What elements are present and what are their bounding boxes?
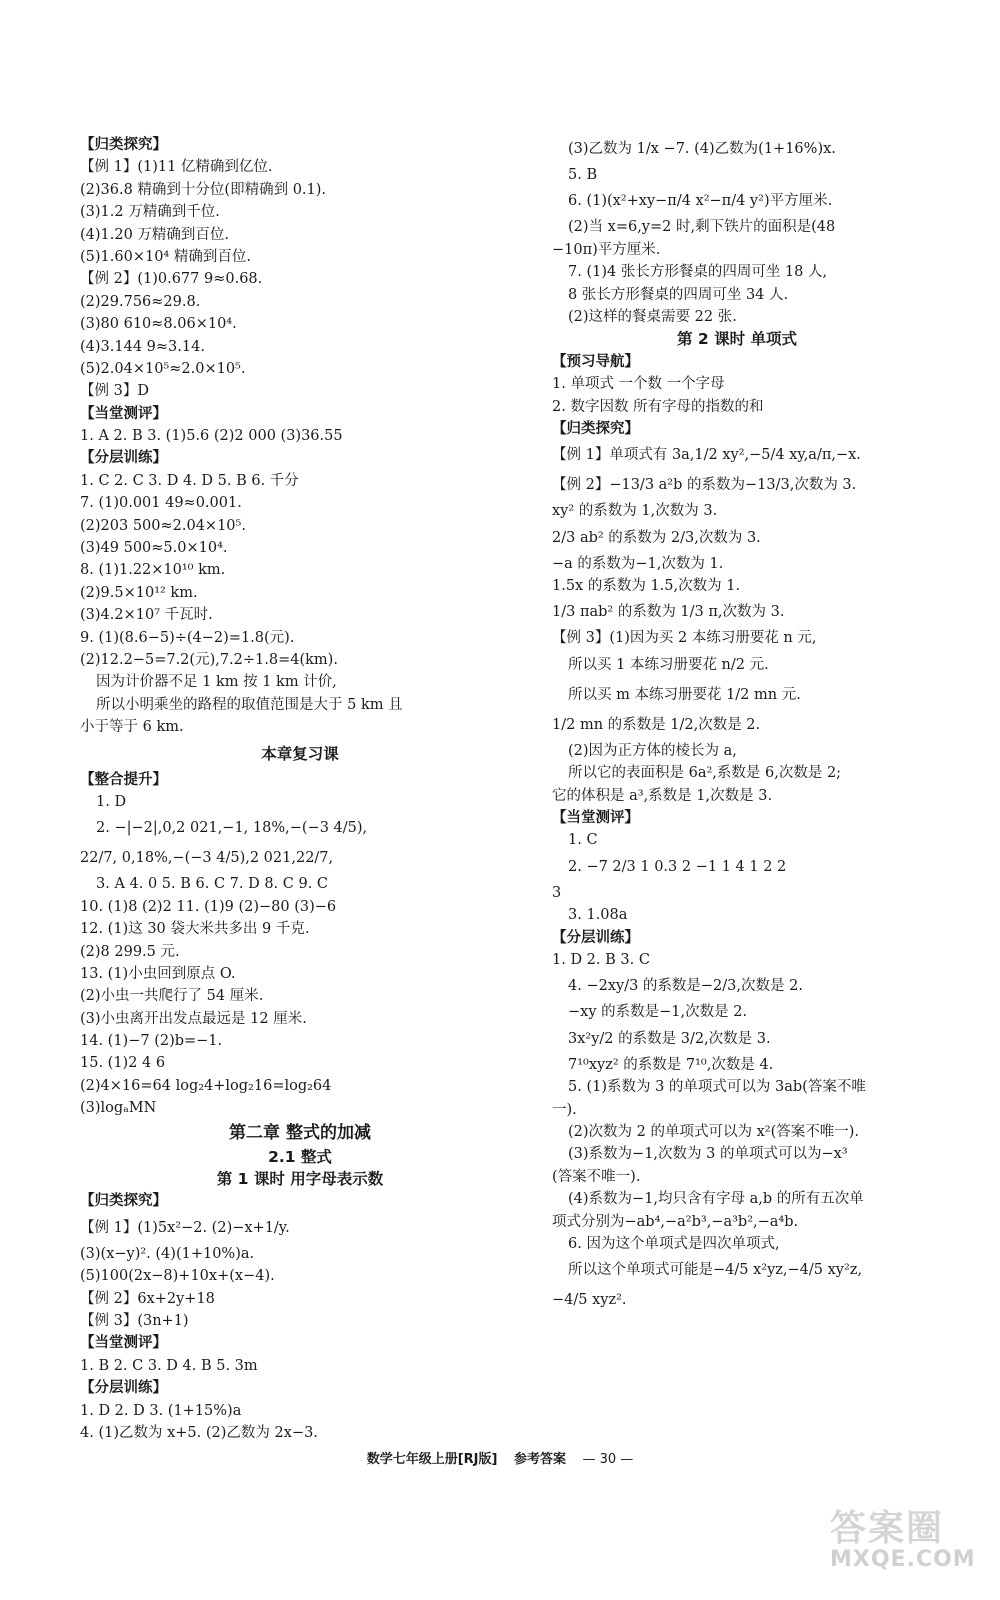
right-column-line: (3)系数为−1,次数为 3 的单项式可以为−x³ bbox=[568, 1146, 848, 1163]
right-column-line: 2. 数字因数 所有字母的指数的和 bbox=[552, 398, 764, 415]
left-column-line: 【当堂测评】 bbox=[80, 1335, 167, 1352]
right-column-line: 所以买 m 本练习册要花 1/2 mn 元. bbox=[568, 686, 801, 703]
right-column-line: 5. (1)系数为 3 的单项式可以为 3ab(答案不唯 bbox=[568, 1079, 866, 1096]
right-column-line: 所以买 1 本练习册要花 n/2 元. bbox=[568, 656, 769, 673]
right-column-line: 2. −7 2/3 1 0.3 2 −1 1 4 1 2 2 bbox=[568, 858, 787, 875]
right-column-line: 3. 1.08a bbox=[568, 907, 628, 924]
left-column-line: 本章复习课 bbox=[261, 744, 339, 763]
page-footer bbox=[0, 1448, 1000, 1467]
right-column-line: 1. C bbox=[568, 832, 598, 849]
left-column-line: 1. B 2. C 3. D 4. B 5. 3m bbox=[80, 1357, 258, 1374]
right-column-line: −10π)平方厘米. bbox=[552, 241, 661, 258]
right-column-line: 【例 2】−13/3 a²b 的系数为−13/3,次数为 3. bbox=[552, 477, 857, 494]
left-column-line: (2)36.8 精确到十分位(即精确到 0.1). bbox=[80, 181, 327, 198]
right-column-line: 它的体积是 a³,系数是 1,次数是 3. bbox=[552, 787, 773, 804]
left-column-line: 因为计价器不足 1 km 按 1 km 计价, bbox=[96, 674, 337, 691]
left-column-line: 【当堂测评】 bbox=[80, 405, 167, 422]
right-column-line: 8 张长方形餐桌的四周可坐 34 人. bbox=[568, 286, 789, 303]
right-column-line: (3)乙数为 1/x −7. (4)乙数为(1+16%)x. bbox=[568, 141, 836, 157]
right-column-line: 所以这个单项式可能是−4/5 x²yz,−4/5 xy²z, bbox=[568, 1262, 863, 1279]
left-column-line: 【分层训练】 bbox=[80, 1380, 167, 1397]
left-column-line: (4)1.20 万精确到百位. bbox=[80, 226, 230, 243]
left-column-line: (3)1.2 万精确到千位. bbox=[80, 204, 220, 221]
left-column-line: 【归类探究】 bbox=[80, 1193, 167, 1210]
left-column-line: 所以小明乘坐的路程的取值范围是大于 5 km 且 bbox=[96, 696, 403, 713]
right-column-line: 5. B bbox=[568, 167, 598, 183]
left-column-line: 第 1 课时 用字母表示数 bbox=[216, 1170, 384, 1189]
right-column-line: 项式分别为−ab⁴,−a²b³,−a³b²,−a⁴b. bbox=[552, 1213, 799, 1230]
watermark-site-text: MXQE.COM bbox=[830, 1547, 976, 1572]
left-column-line: 【例 3】(3n+1) bbox=[80, 1312, 189, 1329]
right-column-line: 第 2 课时 单项式 bbox=[677, 330, 797, 349]
right-column-line: 1. 单项式 一个数 一个字母 bbox=[552, 376, 725, 393]
right-column-line: 2/3 ab² 的系数为 2/3,次数为 3. bbox=[552, 529, 761, 546]
left-column-line: 14. (1)−7 (2)b=−1. bbox=[80, 1033, 223, 1050]
left-column-line: 13. (1)小虫回到原点 O. bbox=[80, 965, 236, 982]
left-column-line: (2)203 500≈2.04×10⁵. bbox=[80, 517, 246, 534]
right-column-line: (4)系数为−1,均只含有字母 a,b 的所有五次单 bbox=[568, 1191, 864, 1208]
watermark-logo bbox=[830, 1500, 980, 1590]
left-column-line: 4. (1)乙数为 x+5. (2)乙数为 2x−3. bbox=[80, 1424, 318, 1441]
left-column-line: (2)8 299.5 元. bbox=[80, 943, 180, 960]
left-column-line: (3)logₐMN bbox=[80, 1100, 157, 1117]
right-column-line: (2)次数为 2 的单项式可以为 x²(答案不唯一). bbox=[568, 1123, 860, 1140]
left-column bbox=[80, 134, 520, 1444]
right-column-line: 7¹⁰xyz² 的系数是 7¹⁰,次数是 4. bbox=[568, 1056, 774, 1073]
right-column-line: (2)因为正方体的棱长为 a, bbox=[568, 742, 737, 759]
left-column-line: (2)29.756≈29.8. bbox=[80, 293, 201, 310]
right-column-line: 3x²y/2 的系数是 3/2,次数是 3. bbox=[568, 1030, 771, 1047]
right-column bbox=[552, 134, 922, 1315]
left-column-line: 15. (1)2 4 6 bbox=[80, 1055, 166, 1072]
right-column-line: 【预习导航】 bbox=[552, 353, 639, 370]
left-column-line: (2)小虫一共爬行了 54 厘米. bbox=[80, 988, 264, 1005]
left-column-line: (5)1.60×10⁴ 精确到百位. bbox=[80, 248, 251, 265]
left-column-line: 【整合提升】 bbox=[80, 771, 167, 788]
left-column-line: (4)3.144 9≈3.14. bbox=[80, 338, 205, 355]
left-column-line: 9. (1)(8.6−5)÷(4−2)=1.8(元). bbox=[80, 629, 295, 646]
left-column-line: 2.1 整式 bbox=[268, 1147, 332, 1166]
right-column-line: 【分层训练】 bbox=[552, 929, 639, 946]
left-column-line: 【例 1】(1)5x²−2. (2)−x+1/y. bbox=[80, 1219, 290, 1236]
left-column-line: (3)49 500≈5.0×10⁴. bbox=[80, 540, 228, 557]
left-column-line: 2. −|−2|,0,2 021,−1, 18%,−(−3 4/5), bbox=[96, 820, 368, 837]
left-column-line: 3. A 4. 0 5. B 6. C 7. D 8. C 9. C bbox=[96, 876, 329, 893]
watermark-logo-text: 答案圈 bbox=[830, 1508, 945, 1549]
left-column-line: (3)80 610≈8.06×10⁴. bbox=[80, 316, 237, 333]
left-column-line: 1. D bbox=[96, 793, 127, 810]
right-column-line: (答案不唯一). bbox=[552, 1168, 641, 1185]
right-column-line: −a 的系数为−1,次数为 1. bbox=[552, 555, 724, 572]
right-column-line: −4/5 xyz². bbox=[552, 1292, 627, 1309]
left-column-line: (2)9.5×10¹² km. bbox=[80, 584, 198, 601]
left-column-line: 1. C 2. C 3. D 4. D 5. B 6. 千分 bbox=[80, 472, 299, 489]
right-column-line: 3 bbox=[552, 884, 562, 901]
right-column-line: 6. (1)(x²+xy−π/4 x²−π/4 y²)平方厘米. bbox=[568, 193, 833, 210]
left-column-line: (3)(x−y)². (4)(1+10%)a. bbox=[80, 1245, 255, 1262]
left-column-line: 【分层训练】 bbox=[80, 450, 167, 467]
left-column-line: 【例 2】(1)0.677 9≈0.68. bbox=[80, 271, 263, 288]
right-column-line: 6. 因为这个单项式是四次单项式, bbox=[568, 1235, 780, 1252]
left-column-line: (5)100(2x−8)+10x+(x−4). bbox=[80, 1268, 275, 1285]
right-column-line: 【例 3】(1)因为买 2 本练习册要花 n 元, bbox=[552, 630, 817, 647]
left-column-line: 【例 1】(1)11 亿精确到亿位. bbox=[80, 159, 273, 176]
right-column-line: −xy 的系数是−1,次数是 2. bbox=[568, 1004, 748, 1021]
page-number: — 30 — bbox=[582, 1452, 634, 1467]
left-column-line: 7. (1)0.001 49≈0.001. bbox=[80, 495, 242, 512]
left-column-line: (3)小虫离开出发点最远是 12 厘米. bbox=[80, 1010, 307, 1027]
right-column-line: 【归类探究】 bbox=[552, 420, 639, 437]
left-column-line: 12. (1)这 30 袋大米共多出 9 千克. bbox=[80, 921, 310, 938]
left-column-line: 1. A 2. B 3. (1)5.6 (2)2 000 (3)36.55 bbox=[80, 428, 343, 445]
left-column-line: 【归类探究】 bbox=[80, 137, 167, 153]
left-column-line: 【例 3】D bbox=[80, 383, 149, 400]
right-column-line: (2)这样的餐桌需要 22 张. bbox=[568, 308, 737, 325]
right-column-line: 7. (1)4 张长方形餐桌的四周可坐 18 人, bbox=[568, 264, 828, 281]
right-column-line: 1. D 2. B 3. C bbox=[552, 951, 650, 968]
right-column-line: 1.5x 的系数为 1.5,次数为 1. bbox=[552, 578, 741, 595]
left-column-line: 8. (1)1.22×10¹⁰ km. bbox=[80, 562, 226, 579]
left-column-line: (2)12.2−5=7.2(元),7.2÷1.8=4(km). bbox=[80, 651, 338, 668]
left-column-line: 22/7, 0,18%,−(−3 4/5),2 021,22/7, bbox=[80, 850, 334, 867]
left-column-line: 第二章 整式的加减 bbox=[229, 1122, 371, 1143]
right-column-line: 1/3 πab² 的系数为 1/3 π,次数为 3. bbox=[552, 604, 785, 621]
left-column-line: 【例 2】6x+2y+18 bbox=[80, 1290, 215, 1307]
right-column-line: 所以它的表面积是 6a²,系数是 6,次数是 2; bbox=[568, 765, 842, 782]
right-column-line: 【例 1】单项式有 3a,1/2 xy²,−5/4 xy,a/π,−x. bbox=[552, 447, 861, 464]
footer-book-title: 数学七年级上册[RJ版] bbox=[366, 1452, 498, 1467]
left-column-line: 10. (1)8 (2)2 11. (1)9 (2)−80 (3)−6 bbox=[80, 898, 337, 915]
left-column-line: (2)4×16=64 log₂4+log₂16=log₂64 bbox=[80, 1077, 332, 1094]
left-column-line: 小于等于 6 km. bbox=[80, 719, 184, 736]
right-column-line: 【当堂测评】 bbox=[552, 810, 639, 827]
footer-section: 参考答案 bbox=[513, 1452, 566, 1467]
right-column-line: (2)当 x=6,y=2 时,剩下铁片的面积是(48 bbox=[568, 219, 836, 236]
right-column-line: xy² 的系数为 1,次数为 3. bbox=[552, 503, 718, 520]
right-column-line: 4. −2xy/3 的系数是−2/3,次数是 2. bbox=[568, 978, 803, 995]
left-column-line: (3)4.2×10⁷ 千瓦时. bbox=[80, 607, 213, 624]
left-column-line: 1. D 2. D 3. (1+15%)a bbox=[80, 1402, 242, 1419]
right-column-line: 一). bbox=[552, 1101, 577, 1118]
right-column-line: 1/2 mn 的系数是 1/2,次数是 2. bbox=[552, 716, 761, 733]
left-column-line: (5)2.04×10⁵≈2.0×10⁵. bbox=[80, 360, 246, 377]
